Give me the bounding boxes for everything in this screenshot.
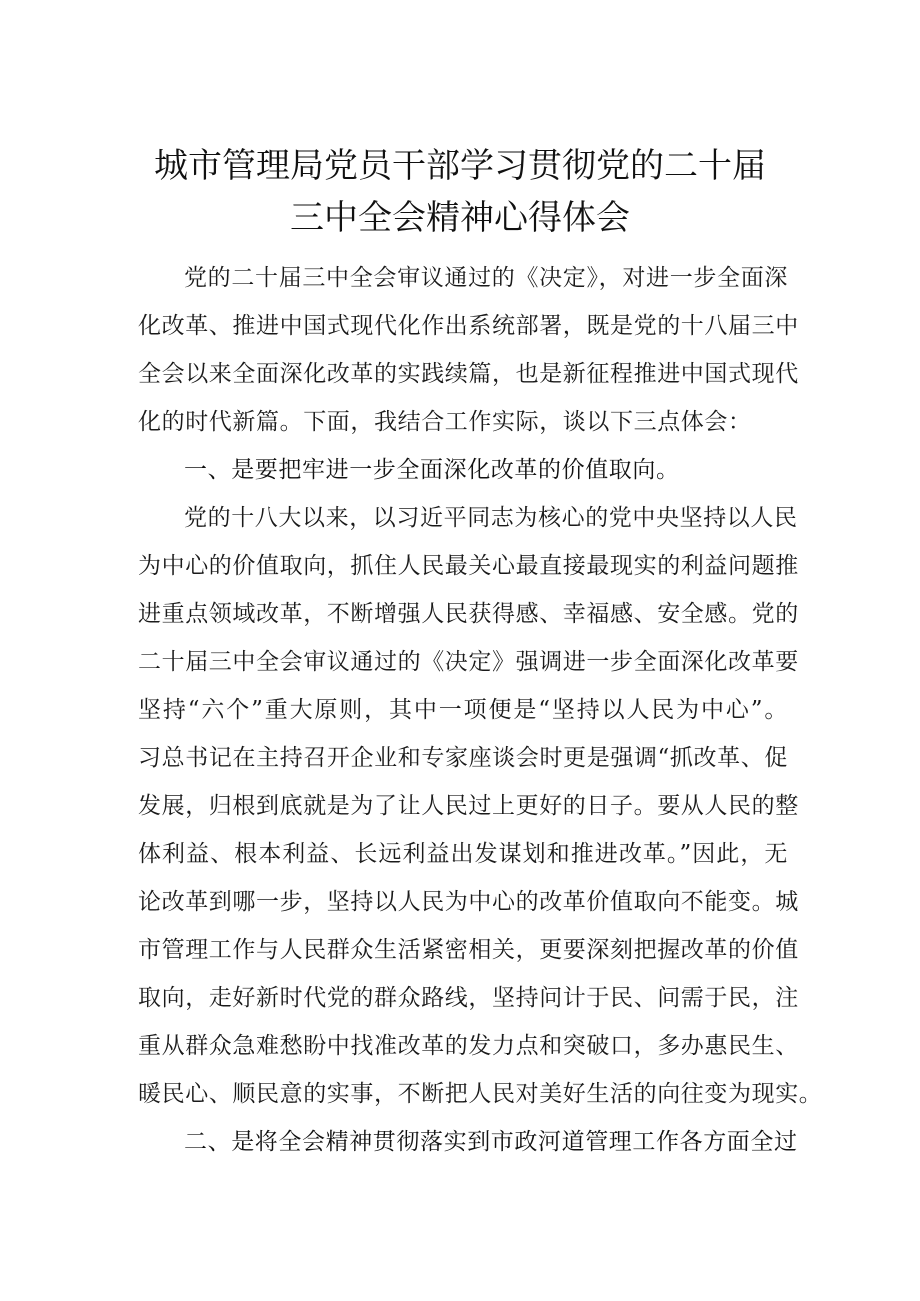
intro-line: 全会以来全面深化改革的实践续篇，也是新征程推进中国式现代 xyxy=(138,361,799,387)
section1-line: 暖民心、顺民意的实事，不断把人民对美好生活的向往变为现实。 xyxy=(138,1081,823,1107)
section-heading-2: 二、是将全会精神贯彻落实到市政河道管理工作各方面全过 xyxy=(184,1129,798,1155)
section1-line: 体利益、根本利益、长远利益出发谋划和推进改革。”因此，无 xyxy=(138,841,788,867)
section1-line: 党的十八大以来，以习近平同志为核心的党中央坚持以人民 xyxy=(184,505,798,531)
section1-line: 坚持“六个”重大原则，其中一项便是“坚持以人民为中心”。 xyxy=(138,697,788,723)
section-heading-1: 一、是要把牢进一步全面深化改革的价值取向。 xyxy=(184,457,680,483)
intro-line: 化改革、推进中国式现代化作出系统部署，既是党的十八届三中 xyxy=(138,313,799,339)
intro-line: 党的二十届三中全会审议通过的《决定》，对进一步全面深 xyxy=(184,265,788,291)
section1-line: 取向，走好新时代党的群众路线，坚持问计于民、问需于民，注 xyxy=(138,985,799,1011)
section1-line: 习总书记在主持召开企业和专家座谈会时更是强调“抓改革、促 xyxy=(138,745,788,771)
section1-line: 论改革到哪一步，坚持以人民为中心的改革价值取向不能变。城 xyxy=(138,889,799,915)
section1-line: 为中心的价值取向，抓住人民最关心最直接最现实的利益问题推 xyxy=(138,553,799,579)
document-title-line-1: 城市管理局党员干部学习贯彻党的二十届 xyxy=(154,146,766,186)
intro-line: 化的时代新篇。下面，我结合工作实际，谈以下三点体会： xyxy=(138,409,752,435)
section1-line: 进重点领域改革，不断增强人民获得感、幸福感、安全感。党的 xyxy=(138,601,799,627)
section1-line: 市管理工作与人民群众生活紧密相关，更要深刻把握改革的价值 xyxy=(138,937,799,963)
section1-line: 二十届三中全会审议通过的《决定》强调进一步全面深化改革要 xyxy=(138,649,799,675)
section1-line: 重从群众急难愁盼中找准改革的发力点和突破口，多办惠民生、 xyxy=(138,1033,799,1059)
section1-line: 发展，归根到底就是为了让人民过上更好的日子。要从人民的整 xyxy=(138,793,799,819)
document-title-line-2: 三中全会精神心得体会 xyxy=(290,198,630,238)
